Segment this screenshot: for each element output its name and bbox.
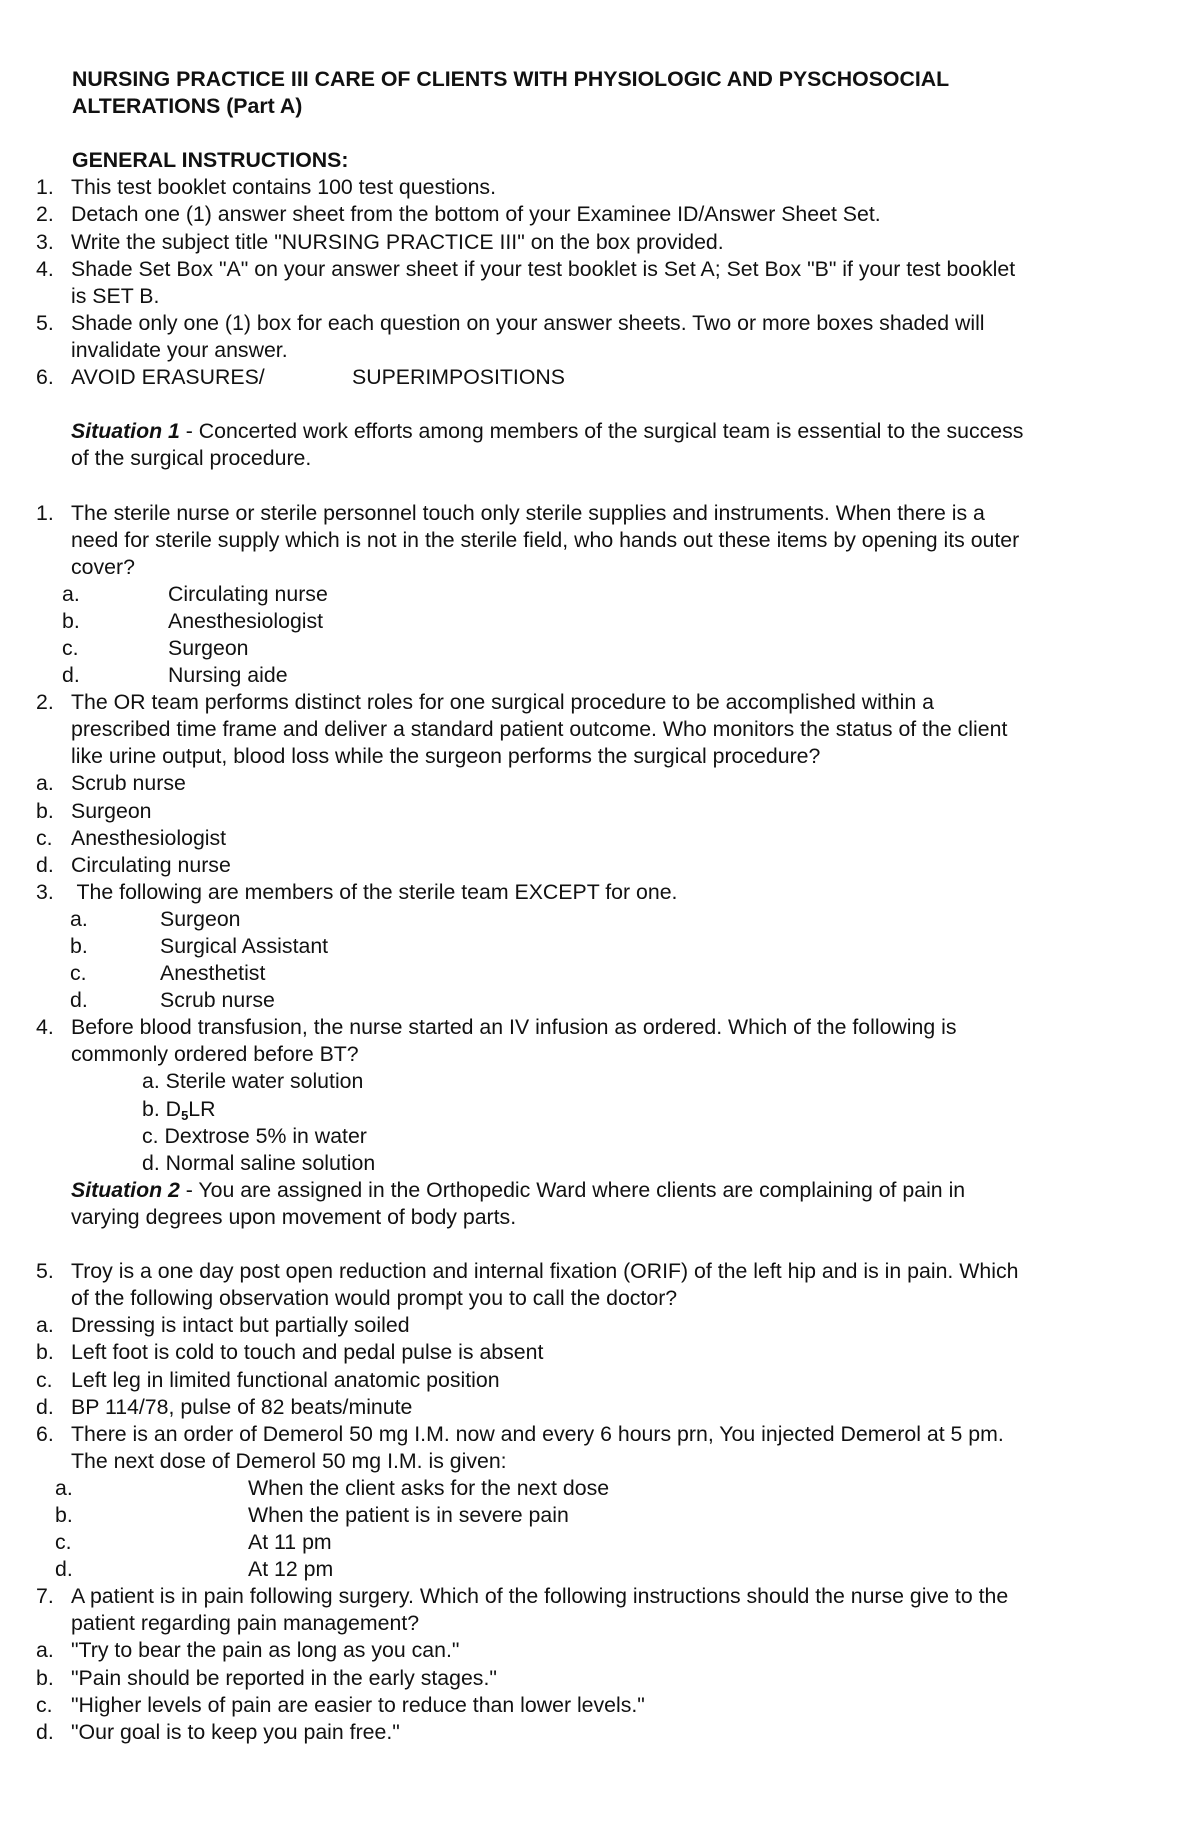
question-continuation — [0, 527, 1200, 554]
document-title-line-2: ALTERATIONS (Part A) — [72, 94, 303, 119]
instruction-text: is SET B. — [71, 283, 160, 308]
question-continuation — [0, 743, 1200, 770]
option-letter: d. — [36, 1719, 54, 1744]
question-text: There is an order of Demerol 50 mg I.M. now and every 6 hours prn, You injected Demerol at 5 pm. — [71, 1421, 1004, 1446]
option-text: Nursing aide — [168, 663, 288, 688]
option-text: At 12 pm — [248, 1557, 334, 1582]
option-text: Left foot is cold to touch and pedal pulse is absent — [71, 1340, 544, 1365]
question-continuation — [0, 1610, 1200, 1637]
option-letter: a. — [62, 581, 80, 606]
question-number: 2. — [36, 690, 54, 715]
option-letter: c. — [36, 1367, 53, 1392]
question-7 — [0, 1583, 1200, 1610]
option-letter: c. — [36, 825, 53, 850]
question-number: 1. — [36, 500, 54, 525]
option-text: "Higher levels of pain are easier to reduce than lower levels." — [71, 1692, 645, 1717]
question-number: 6. — [36, 1421, 54, 1446]
option-text: Dressing is intact but partially soiled — [71, 1313, 410, 1338]
answer-option — [0, 635, 1200, 662]
instruction-text: Detach one (1) answer sheet from the bottom of your Examinee ID/Answer Sheet Set. — [71, 202, 881, 227]
answer-option — [0, 1665, 1200, 1692]
question-number: 5. — [36, 1259, 54, 1284]
situation-1-intro — [71, 418, 1200, 445]
answer-option — [0, 1475, 1200, 1502]
instruction-text: Write the subject title "NURSING PRACTICE III" on the box provided. — [71, 229, 724, 254]
option-text: Scrub nurse — [160, 988, 275, 1013]
answer-option — [0, 906, 1200, 933]
answer-option — [0, 1150, 1200, 1177]
answer-option — [0, 608, 1200, 635]
situation-2-intro — [71, 1177, 1200, 1204]
option-text: a. Sterile water solution — [142, 1069, 364, 1094]
situation-text: - You are assigned in the Orthopedic Ward where clients are complaining of pain in — [179, 1177, 966, 1202]
question-continuation — [0, 716, 1200, 743]
answer-option — [0, 581, 1200, 608]
situation-label: Situation 1 — [71, 419, 180, 444]
instruction-continuation — [0, 337, 1200, 364]
option-letter: c. — [36, 1692, 53, 1717]
option-text-suffix: LR — [188, 1096, 216, 1121]
question-2 — [0, 689, 1200, 716]
option-text: At 11 pm — [248, 1530, 332, 1555]
question-continuation — [0, 1285, 1200, 1312]
question-text: patient regarding pain management? — [71, 1611, 420, 1636]
option-text: Left leg in limited functional anatomic position — [71, 1367, 500, 1392]
answer-option — [0, 1556, 1200, 1583]
instruction-continuation — [0, 283, 1200, 310]
question-number: 4. — [36, 1015, 54, 1040]
situation-label: Situation 2 — [71, 1177, 180, 1202]
option-letter: a. — [36, 1638, 54, 1663]
option-text: d. Normal saline solution — [142, 1150, 376, 1175]
option-letter: a. — [36, 771, 54, 796]
instruction-item — [0, 201, 1200, 228]
answer-option — [0, 1692, 1200, 1719]
option-letter: a. — [70, 906, 88, 931]
option-letter: b. — [36, 1340, 54, 1365]
option-letter: d. — [55, 1557, 73, 1582]
option-text-prefix: b. D — [142, 1096, 182, 1121]
answer-option — [0, 770, 1200, 797]
answer-option — [0, 825, 1200, 852]
option-letter: b. — [62, 608, 80, 633]
answer-option — [0, 1637, 1200, 1664]
option-text: Circulating nurse — [168, 581, 328, 606]
option-letter: c. — [55, 1530, 72, 1555]
question-1 — [0, 500, 1200, 527]
instruction-text: Shade Set Box "A" on your answer sheet if your test booklet is Set A; Set Box "B" if your test booklet — [71, 256, 1016, 281]
answer-option — [0, 1367, 1200, 1394]
instruction-number: 4. — [36, 256, 54, 281]
option-text: Surgeon — [71, 798, 152, 823]
option-text: When the client asks for the next dose — [248, 1475, 610, 1500]
situation-text: - Concerted work efforts among members of the surgical team is essential to the success — [179, 419, 1024, 444]
option-text: Anesthesiologist — [71, 825, 227, 850]
question-3 — [0, 879, 1200, 906]
instruction-item — [0, 229, 1200, 256]
instruction-number: 3. — [36, 229, 54, 254]
question-text: of the following observation would prompt you to call the doctor? — [71, 1286, 678, 1311]
instruction-text-part-1: AVOID ERASURES/ — [71, 365, 265, 390]
answer-option — [0, 1529, 1200, 1556]
option-text: When the patient is in severe pain — [248, 1502, 569, 1527]
answer-option — [0, 1719, 1200, 1746]
instruction-number: 2. — [36, 202, 54, 227]
instructions-heading: GENERAL INSTRUCTIONS: — [72, 148, 349, 173]
option-text: Anesthesiologist — [168, 608, 324, 633]
instruction-text: invalidate your answer. — [71, 337, 288, 362]
instruction-number: 5. — [36, 310, 54, 335]
option-text: Surgeon — [160, 906, 241, 931]
answer-option — [0, 662, 1200, 689]
option-letter: b. — [36, 1665, 54, 1690]
subscript: 5 — [181, 1107, 189, 1123]
answer-option — [0, 1123, 1200, 1150]
instruction-item — [0, 364, 1200, 391]
answer-option — [0, 1502, 1200, 1529]
answer-option — [0, 1068, 1200, 1095]
option-text: "Our goal is to keep you pain free." — [71, 1719, 400, 1744]
question-text: The following are members of the sterile team EXCEPT for one. — [71, 879, 678, 904]
answer-option — [0, 798, 1200, 825]
answer-option — [0, 1096, 1200, 1123]
option-letter: d. — [70, 988, 88, 1013]
option-text: Circulating nurse — [71, 852, 231, 877]
question-continuation — [0, 1448, 1200, 1475]
option-letter: b. — [70, 934, 88, 958]
answer-option — [0, 852, 1200, 879]
instruction-item — [0, 310, 1200, 337]
instruction-item — [0, 174, 1200, 201]
option-letter: b. — [36, 798, 54, 823]
exam-document — [0, 66, 1200, 1746]
answer-option — [0, 960, 1200, 987]
answer-option — [0, 1394, 1200, 1421]
option-letter: c. — [70, 961, 87, 986]
instruction-text-part-2: SUPERIMPOSITIONS — [352, 365, 566, 390]
option-letter: d. — [36, 852, 54, 877]
document-title-line-1: NURSING PRACTICE III CARE OF CLIENTS WITH PHYSIOLOGIC AND PYSCHOSOCIAL — [72, 67, 950, 91]
question-continuation — [0, 554, 1200, 581]
option-letter: d. — [62, 663, 80, 688]
question-6 — [0, 1421, 1200, 1448]
option-text: Surgeon — [168, 635, 249, 660]
question-text: cover? — [71, 554, 135, 579]
question-text: Troy is a one day post open reduction and internal fixation (ORIF) of the left hip and is in pain. Which — [71, 1259, 1019, 1284]
instruction-text: Shade only one (1) box for each question on your answer sheets. Two or more boxes shaded will — [71, 310, 985, 335]
instruction-number: 1. — [36, 175, 54, 200]
question-5 — [0, 1258, 1200, 1285]
question-text: A patient is in pain following surgery. Which of the following instructions should the nurse give to the — [71, 1584, 1009, 1609]
question-text: The sterile nurse or sterile personnel touch only sterile supplies and instruments. When there is a — [71, 500, 985, 525]
question-text: The next dose of Demerol 50 mg I.M. is given: — [71, 1448, 507, 1473]
option-letter: c. — [62, 635, 79, 660]
option-text: Scrub nurse — [71, 771, 186, 796]
question-text: Before blood transfusion, the nurse started an IV infusion as ordered. Which of the following is — [71, 1015, 957, 1040]
question-text: like urine output, blood loss while the surgeon performs the surgical procedure? — [71, 744, 821, 769]
instruction-item — [0, 256, 1200, 283]
option-text: Anesthetist — [160, 961, 266, 986]
option-letter: d. — [36, 1394, 54, 1419]
question-number: 7. — [36, 1584, 54, 1609]
answer-option — [0, 1339, 1200, 1366]
answer-option — [0, 1312, 1200, 1339]
question-text: need for sterile supply which is not in the sterile field, who hands out these items by opening its outer — [71, 527, 1020, 552]
option-text: "Try to bear the pain as long as you can." — [71, 1638, 460, 1663]
question-text: commonly ordered before BT? — [71, 1042, 359, 1067]
option-text: c. Dextrose 5% in water — [142, 1123, 367, 1148]
option-text: "Pain should be reported in the early stages." — [71, 1665, 497, 1690]
situation-2-continuation: varying degrees upon movement of body parts. — [71, 1204, 517, 1229]
answer-option — [0, 933, 1200, 960]
instruction-number: 6. — [36, 365, 54, 390]
option-text: BP 114/78, pulse of 82 beats/minute — [71, 1394, 413, 1419]
question-4 — [0, 1014, 1200, 1041]
option-text: Surgical Assistant — [160, 934, 329, 958]
instruction-text: This test booklet contains 100 test questions. — [71, 175, 497, 200]
question-continuation — [0, 1041, 1200, 1068]
option-letter: b. — [55, 1502, 73, 1527]
question-number: 3. — [36, 879, 54, 904]
question-text: prescribed time frame and deliver a standard patient outcome. Who monitors the status of the client — [71, 717, 1008, 742]
situation-1-continuation: of the surgical procedure. — [71, 446, 312, 471]
question-text: The OR team performs distinct roles for one surgical procedure to be accomplished within a — [71, 690, 934, 715]
answer-option — [0, 987, 1200, 1014]
option-letter: a. — [55, 1475, 73, 1500]
option-letter: a. — [36, 1313, 54, 1338]
